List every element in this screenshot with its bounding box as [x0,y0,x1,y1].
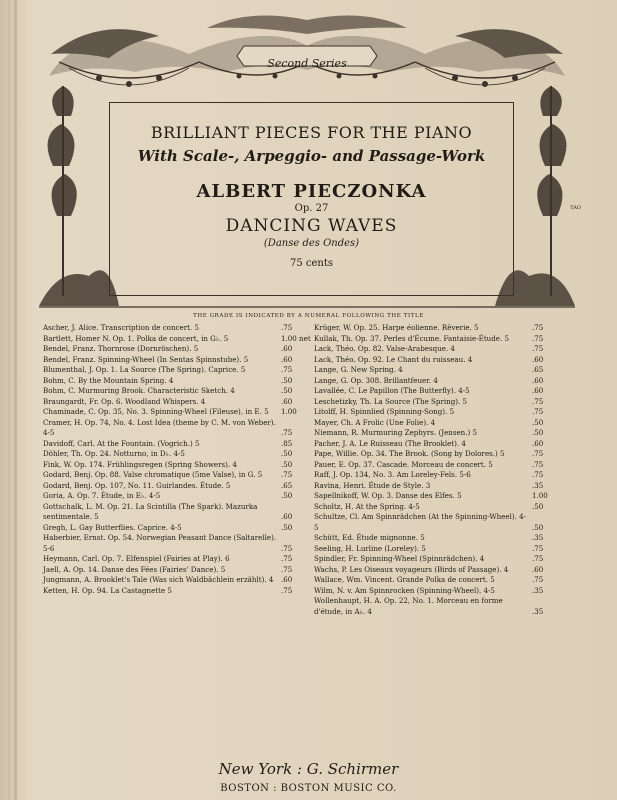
catalog-entry-price: .75 [281,428,293,437]
catalog-entry-title: Gregh, L. Gay Butterflies. Caprice. 4-5 [43,522,182,532]
catalog-entry [314,491,562,502]
catalog-entry-title: Jaell, A. Op. 14. Danse des Fées (Fairies' Dance). 5 [43,564,226,574]
catalog-entry-price: .75 [532,554,544,563]
catalog-entry-price: .50 [281,522,293,532]
catalog-entry [43,449,311,460]
series-label: Second Series [267,57,347,70]
catalog-entry [314,565,562,576]
catalog-entry [43,418,311,439]
catalog-entry [314,397,562,408]
catalog-entry-title: Lack, Théo. Op. 92. Le Chant du ruisseau. 4 [314,354,473,364]
piece-title: DANCING WAVES [225,216,398,236]
collection-subtitle: With Scale-, Arpeggio- and Passage-Work [137,147,486,165]
catalog-entry [43,460,311,471]
catalog-entry-price: .60 [281,396,293,406]
catalog-entry [314,460,562,471]
decorative-frame [39,6,581,311]
catalog-entry [314,344,562,355]
catalog-entry-title: Lange, G. Op. 308. Brillantfeuer. 4 [314,375,438,385]
catalog-entry [314,407,562,418]
catalog-entry-price: 1.00 [532,491,548,500]
catalog-entry-title: Haberbier, Ernst. Op. 54. Norwegian Peasant Dance (Saltarelle). 5-6 [43,533,277,553]
catalog-entry-title: Godard, Benj. Op. 88. Valse chromatique (5me Valse), in G. 5 [43,470,263,479]
catalog-entry-price: .60 [532,386,544,395]
catalog-entry-price: .60 [281,512,293,521]
catalog-entry-title: Fink, W. Op. 174. Frühlingsregen (Spring Showers). 4 [43,459,237,469]
catalog-entry [314,323,562,334]
catalog-entry-title: Davidoff, Carl. At the Fountain. (Vogrich.) 5 [43,438,200,448]
catalog-entry [314,586,562,597]
catalog-entry-price: .60 [281,354,293,364]
catalog-entry [314,355,562,366]
catalog-entry-price: .75 [532,543,544,553]
catalog-entry-title: Goria, A. Op. 7. Étude, in E♭. 4-5 [43,491,161,500]
catalog-entry-title: Bohm, C. Murmuring Brook. Characteristic Sketch. 4 [43,386,235,395]
catalog-entry-price: .75 [532,575,544,584]
catalog-entry [314,470,562,481]
catalog-entry-title: Cramer, H. Op. 74, No. 4. Lost Idea (theme by C. M. von Weber). 4-5 [43,417,276,437]
catalog-entry [43,397,311,408]
catalog-entry [43,554,311,565]
catalog-entry [43,481,311,492]
catalog-entry [314,365,562,376]
composer-name: ALBERT PIECZONKA [196,181,427,202]
catalog-entry-title: Leschetizky, Th. La Source (The Spring). 5 [314,396,468,406]
catalog-entry-title: Chaminade, C. Op. 35, No. 3. Spinning-Wheel (Fileuse), in E. 5 [43,407,269,416]
catalog-entry [43,575,311,586]
catalog-entry [43,470,311,481]
catalog-entry-price: .60 [532,564,544,574]
catalog-entry-title: Pauer, E. Op. 37. Cascade. Morceau de concert. 5 [314,459,493,469]
binding-edge [8,0,10,800]
publisher-boston: BOSTON : BOSTON MUSIC CO. [220,783,397,794]
catalog-entry [43,586,311,597]
catalog-entry-price: .35 [532,480,544,490]
catalog-entry-price: .75 [281,543,293,553]
catalog-entry-price: .50 [281,375,293,385]
catalog-entry-price: .75 [532,396,544,406]
catalog-entry-title: Bartlett, Homer N. Op. 1. Polka de concert, in G♭. 5 [43,333,229,343]
catalog-entry-title: Krüger, W. Op. 25. Harpe éolienne. Rêverie. 5 [314,323,479,332]
catalog-entry-price: .75 [532,333,544,343]
catalog-entry [314,376,562,387]
catalog-entry [43,355,311,366]
catalog-entry-price: .60 [532,354,544,364]
catalog-entry-title: Wallace, Wm. Vincent. Grande Polka de concert. 5 [314,575,495,584]
catalog-entry-title: Ascher, J. Alice. Transcription de concert. 5 [43,323,199,332]
catalog-entry-title: Litolff, H. Spinnlied (Spinning-Song). 5 [314,407,455,416]
catalog-entry-title: Blumenthal, J. Op. 1. La Source (The Spring). Caprice. 5 [43,365,246,374]
catalog-entry [314,596,562,617]
catalog-entry [314,481,562,492]
catalog-entry-price: .75 [532,323,544,332]
catalog-entry-title: Lavallée, C. Le Papillon (The Butterfly). 4-5 [314,386,470,395]
artist-monogram: TAO [570,205,581,211]
catalog-entry-price: .50 [532,522,544,532]
catalog-entry [43,344,311,355]
catalog-entry-price: .60 [281,575,293,584]
catalog-entry-price: .75 [281,365,293,374]
catalog-entry [314,575,562,586]
catalog-entry-title: Heymann, Carl. Op. 7. Elfenspiel (Fairies at Play). 6 [43,554,230,563]
publisher-new-york: New York : G. Schirmer [218,760,399,778]
catalog-entry [43,334,311,345]
catalog-entry-price: .60 [532,438,544,448]
catalog-entry [314,533,562,544]
catalog-entry [314,334,562,345]
catalog-entry-price: .75 [532,344,544,353]
catalog-entry-price: .85 [281,438,293,448]
catalog-entry-title: Lange, G. New Spring. 4 [314,365,403,374]
catalog-entry-price: .50 [532,428,544,437]
catalog-entry [43,502,311,523]
catalog-entry-price: .75 [281,323,293,332]
catalog-entry-title: Kullak, Th. Op. 37. Perles d'Écume. Fantaisie-Étude. 5 [314,333,510,343]
catalog-entry [43,533,311,554]
title-panel [109,102,514,296]
catalog-entry-title: Wilm, N. v. Am Spinnrocken (Spinning-Wheel). 4-5 [314,585,495,595]
catalog-entry [43,365,311,376]
catalog-entry [314,554,562,565]
catalog-entry-title: Seeling, H. Lurline (Loreley). 5 [314,543,426,553]
catalog-entry [314,449,562,460]
catalog-entry-title: Spindler, Fr. Spinning-Wheel (Spinnrädchen). 4 [314,554,485,563]
catalog-entry-price: .65 [281,480,293,490]
catalog-entry [43,376,311,387]
binding-edge-line [14,0,17,800]
catalog-entry-title: Godard, Benj. Op. 107, No. 11. Guirlandes. Étude. 5 [43,480,231,490]
catalog-entry-title: Wachs, P. Les Oiseaux voyageurs (Birds of Passage). 4 [314,564,509,574]
price-label: 75 cents [289,258,333,269]
catalog-entry [43,407,311,418]
catalog-entry-title: Schultze, Cl. Am Spinnrädchen (At the Spinning-Wheel). 4-5 [314,512,527,532]
catalog-entry-price: .50 [281,449,293,458]
catalog-entry-title: Döhler, Th. Op. 24. Notturno, in D♭. 4-5 [43,449,185,458]
collection-title: BRILLIANT PIECES FOR THE PIANO [150,123,473,142]
catalog-entry-price: .75 [281,470,293,479]
catalog-entry-title: Ketten, H. Op. 94. La Castagnette 5 [43,585,172,595]
catalog-entry-title: Mayer, Ch. A Frolic (Une Folie). 4 [314,417,436,427]
catalog-entry [43,439,311,450]
catalog-entry [314,428,562,439]
catalog-entry-title: Raff, J. Op. 134, No. 3. Am Loreley-Fels. 5-6 [314,470,471,479]
catalog-entry-price: .35 [532,585,544,595]
catalog-entry-price: .50 [532,417,544,427]
catalog-entry-price: .60 [532,375,544,385]
catalog-entry [314,502,562,513]
catalog-entry [314,386,562,397]
catalog-entry-price: .75 [532,470,544,479]
catalog-entry-title: Gottschalk, L. M. Op. 21. La Scintilla (The Spark). Mazurka sentimentale. 5 [43,501,258,521]
catalog-entry-price: .75 [532,407,544,416]
catalog-entry-title: Scholtz, H. At the Spring. 4-5 [314,501,420,511]
catalog-entry-title: Braungardt, Fr. Op. 6. Woodland Whispers. 4 [43,396,206,406]
catalog-entry-price: .60 [281,344,293,353]
catalog-entry [43,386,311,397]
catalog-entry-title: Wollenhaupt, H. A. Op. 22, No. 1. Morceau en forme d'étude, in A♭. 4 [314,596,503,616]
catalog-entry [43,523,311,534]
grade-note: THE GRADE IS INDICATED BY A NUMERAL FOLLOWING THE TITLE [193,313,424,319]
catalog-entry-price: .75 [532,449,544,458]
catalog-entry-title: Sapellnikoff, W. Op. 3. Danse des Elfes. 5 [314,491,462,500]
catalog-entry [314,512,562,533]
catalog-entry-title: Pape, Willie. Op. 34. The Brook. (Song by Dolores.) 5 [314,449,505,458]
catalog-column-right [314,323,562,617]
catalog-entry-title: Niemann, R. Murmuring Zephyrs. (Jensen.) 5 [314,428,478,437]
catalog-entry-title: Pacher, J. A. Le Ruisseau (The Brooklet). 4 [314,438,466,448]
catalog-entry-price: .50 [281,491,293,500]
catalog-entry-title: Ravina, Henri. Étude de Style. 3 [314,480,431,490]
catalog-entry [43,491,311,502]
catalog-entry-price: 1.00 [281,407,297,416]
opus-number: Op. 27 [294,203,329,214]
catalog-entry-title: Bendel, Franz. Thornrose (Dornröschen). 5 [43,344,199,353]
catalog-entry-title: Lack, Théo. Op. 82. Valse-Arabesque. 4 [314,344,455,353]
catalog-entry-title: Jungmann, A. Brooklet's Tale (Was sich Waldbächlein erzählt). 4 [43,575,274,584]
catalog-entry-price: .50 [532,501,544,511]
catalog-entry [314,544,562,555]
piece-subtitle: (Danse des Ondes) [263,238,360,249]
catalog-entry-price: .75 [281,585,293,595]
catalog-entry-title: Schütt, Ed. Étude mignonne. 5 [314,533,425,542]
catalog-entry [43,565,311,576]
catalog-entry-title: Bendel, Franz. Spinning-Wheel (In Sentas Spinnstube). 5 [43,354,249,364]
catalog-entry-price: .65 [532,365,544,374]
catalog-entry [43,323,311,334]
catalog-column-left [43,323,311,596]
catalog-entry-price: .75 [281,554,293,563]
catalog-entry-price: .75 [281,564,293,574]
catalog-entry [314,418,562,429]
catalog-entry-price: .50 [281,386,293,395]
catalog-entry-price: .35 [532,606,544,616]
catalog-entry-price: .35 [532,533,544,542]
catalog-entry-price: 1.00 net [281,333,311,343]
catalog-entry [314,439,562,450]
catalog-entry-title: Bohm, C. By the Mountain Spring. 4 [43,375,174,385]
catalog-entry-price: .50 [281,459,293,469]
catalog-entry-price: .75 [532,459,544,469]
